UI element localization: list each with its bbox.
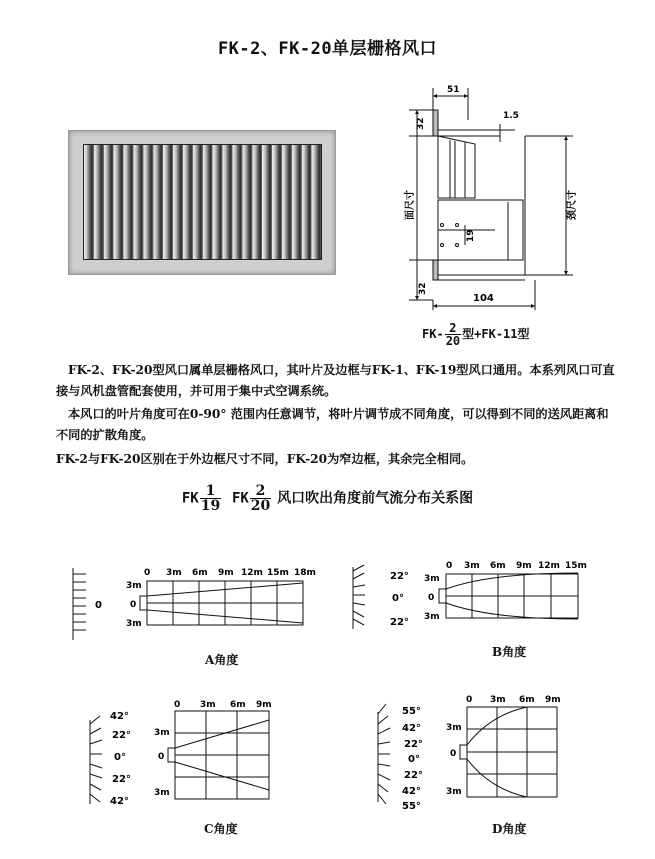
diagram-label: 3m xyxy=(166,568,182,578)
diagram-title: FK $\frac{1}{19}$ FK $\frac{2}{20}$ 风口吹出角度前气流分布关系图 xyxy=(181,483,474,514)
drawing-stroke xyxy=(140,596,147,610)
paragraph-1: FK-2、FK-20型风口属单层栅格风口，其叶片及边框与FK-1、FK-19型风口通用。本系列风口可直接与风机盘管配套使用，并可用于集中式空调系统。 xyxy=(56,363,615,398)
drawing-stroke xyxy=(90,716,100,724)
drawing-stroke xyxy=(353,573,364,579)
drawing-stroke xyxy=(446,603,578,619)
model-prefix: FK- xyxy=(422,327,444,341)
drawing-stroke xyxy=(378,774,390,780)
page-title: FK-2、FK-20单层栅格风口 xyxy=(217,39,438,59)
diagram-label: 0° xyxy=(114,752,126,763)
diagram-d xyxy=(360,690,580,810)
drawing-stroke xyxy=(353,611,364,617)
diagram-label: 3m xyxy=(446,787,462,797)
blade-arrows-d xyxy=(378,704,390,804)
caption-b: B角度 xyxy=(492,645,527,659)
diagram-label: 9m xyxy=(256,700,272,710)
diagram-label: 0 xyxy=(466,695,473,705)
diagram-b xyxy=(340,555,590,645)
caption-d: D角度 xyxy=(492,822,527,836)
section-drawing xyxy=(395,80,590,320)
drawing-stroke xyxy=(90,774,102,778)
drawing-stroke xyxy=(438,136,475,198)
diagram-label: 0 xyxy=(144,568,151,578)
diagram-label: 22° xyxy=(390,617,409,628)
dim-32-bottom: 32 xyxy=(418,282,428,295)
diagram-label: 6m xyxy=(192,568,208,578)
drawing-stroke xyxy=(168,748,175,762)
blade-arrows-c xyxy=(90,716,102,802)
neck-size-label: 颈尺寸 xyxy=(567,190,578,220)
drawing-stroke xyxy=(90,728,101,734)
drawing-stroke xyxy=(446,573,578,589)
diagram-label: 15m xyxy=(267,568,289,578)
paragraph-3: FK-2与FK-20区别在于外边框尺寸不同，FK-20为窄边框，其余完全相同。 xyxy=(56,452,474,466)
diagram-label: 6m xyxy=(230,700,246,710)
diagram-label: 12m xyxy=(538,561,560,571)
diagram-label: 0 xyxy=(130,600,137,610)
diagram-label: 0 xyxy=(95,600,102,611)
diagram-label: 22° xyxy=(112,774,131,785)
drawing-stroke xyxy=(378,764,390,766)
paragraph-2: 本风口的叶片角度可在0-90° 范围内任意调节，将叶片调节成不同角度，可以得到不同的送风距离和不同的扩散角度。 xyxy=(56,407,609,442)
drawing-stroke xyxy=(353,585,365,587)
diagram-label: 3m xyxy=(154,788,170,798)
diagram-label: 22° xyxy=(404,739,423,750)
diagram-a xyxy=(60,560,320,650)
dim-51: 51 xyxy=(447,85,460,95)
grille-blades xyxy=(83,144,322,260)
diagram-label: 22° xyxy=(404,770,423,781)
diagram-label: 55° xyxy=(402,801,421,810)
diagram-label: 0° xyxy=(392,593,404,604)
drawing-stroke xyxy=(175,762,269,790)
diagram-label: 3m xyxy=(464,561,480,571)
drawing-stroke xyxy=(90,740,102,744)
drawing-stroke xyxy=(564,136,568,140)
drawing-stroke xyxy=(353,619,364,625)
grille-photo xyxy=(68,130,336,275)
diagram-label: 3m xyxy=(424,574,440,584)
drawing-stroke xyxy=(460,745,467,759)
diagram-label: 0 xyxy=(158,752,165,762)
drawing-stroke xyxy=(378,784,388,792)
drawing-stroke xyxy=(90,794,100,802)
diagram-label: 9m xyxy=(545,695,561,705)
drawing-stroke xyxy=(456,224,459,227)
diagram-label: 42° xyxy=(110,711,129,722)
drawing-stroke xyxy=(378,716,388,724)
diagram-label: 9m xyxy=(218,568,234,578)
diagram-label: 0 xyxy=(174,700,181,710)
drawing-stroke xyxy=(175,720,269,748)
model-num: 2 xyxy=(445,322,461,335)
diagram-label: 3m xyxy=(424,612,440,622)
drawing-stroke xyxy=(90,764,102,768)
blade-arrows-b xyxy=(353,565,365,625)
diagram-label: 15m xyxy=(565,561,587,571)
face-size-label: 面尺寸 xyxy=(405,190,416,220)
diagram-label: 55° xyxy=(402,706,421,717)
drawing-stroke xyxy=(378,728,390,734)
drawing-stroke xyxy=(378,794,386,804)
drawing-stroke xyxy=(353,565,364,571)
diagram-c xyxy=(60,698,290,813)
diagram-label: 6m xyxy=(519,695,535,705)
drawing-stroke xyxy=(90,784,101,790)
diagram-label: 6m xyxy=(490,561,506,571)
model-suffix: 型+FK-11型 xyxy=(462,327,530,341)
drawing-stroke xyxy=(441,244,444,247)
diagram-label: 0 xyxy=(446,561,453,571)
frame-bottom xyxy=(433,260,438,280)
diagram-label: 22° xyxy=(390,571,409,582)
diagram-label: 42° xyxy=(402,723,421,734)
diagram-label: 22° xyxy=(112,730,131,741)
diagram-label: 3m xyxy=(490,695,506,705)
drawing-stroke xyxy=(441,224,444,227)
drawing-stroke xyxy=(378,742,390,744)
dim-104: 104 xyxy=(473,293,494,304)
drawing-stroke xyxy=(415,296,419,300)
diagram-label: 18m xyxy=(294,568,316,578)
drawing-stroke xyxy=(433,304,437,308)
drawing-stroke xyxy=(439,589,446,603)
diagram-label: 3m xyxy=(446,723,462,733)
frame-top xyxy=(433,110,438,136)
drawing-stroke xyxy=(433,94,437,98)
model-label xyxy=(422,322,530,347)
diagram-label: 0 xyxy=(450,749,457,759)
drawing-stroke xyxy=(531,304,535,308)
dim-32-top: 32 xyxy=(416,117,426,130)
blade-arrows-a xyxy=(73,574,86,630)
diagram-label: 0° xyxy=(408,754,420,765)
drawing-stroke xyxy=(378,704,386,714)
diagram-label: 12m xyxy=(241,568,263,578)
diagram-label: 9m xyxy=(516,561,532,571)
diagram-label: 0 xyxy=(428,593,435,603)
drawing-stroke xyxy=(456,244,459,247)
dim-19: 19 xyxy=(466,229,476,242)
drawing-stroke xyxy=(353,603,365,605)
drawing-stroke xyxy=(415,110,419,114)
diagram-label: 42° xyxy=(402,786,421,797)
diagram-label: 3m xyxy=(126,619,142,629)
diagram-label: 3m xyxy=(200,700,216,710)
model-den: 20 xyxy=(445,334,461,348)
diagram-label: 3m xyxy=(126,581,142,591)
drawing-stroke xyxy=(564,271,568,275)
caption-c: C角度 xyxy=(204,822,238,836)
drawing-stroke xyxy=(464,94,468,98)
diagram-label: 42° xyxy=(110,796,129,807)
dim-1-5: 1.5 xyxy=(503,111,519,121)
caption-a: A角度 xyxy=(205,653,239,667)
diagram-label: 3m xyxy=(154,728,170,738)
